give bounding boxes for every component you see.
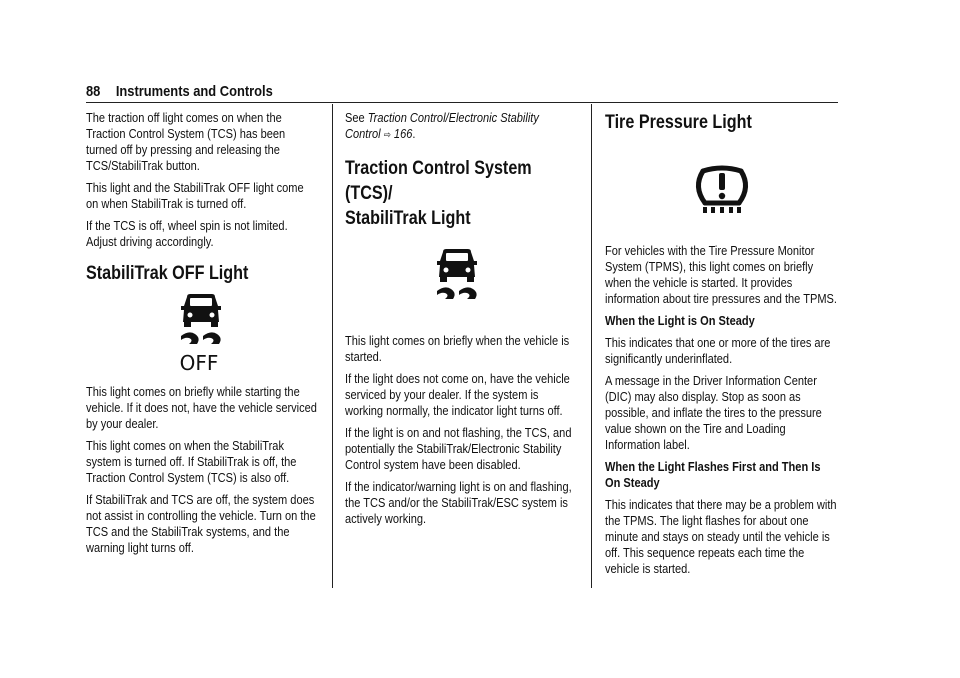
section-title: Instruments and Controls xyxy=(115,83,273,100)
stabilitrak-off-icon xyxy=(86,290,318,376)
column-3-text xyxy=(605,110,838,135)
page-ref-icon: ⇨ xyxy=(383,130,391,141)
subheading: When the Light Flashes First and Then Is On Steady xyxy=(605,459,821,490)
tcs-heading-line2: StabiliTrak Light xyxy=(345,208,471,229)
column-3-text-2 xyxy=(605,243,838,577)
off-label: OFF xyxy=(179,351,219,375)
paragraph: If StabiliTrak and TCS are off, the system does not assist in controlling the vehicle. Turn on the TCS and the StabiliTrak systems, and the warning light turns off. xyxy=(86,492,316,555)
paragraph: If the TCS is off, wheel spin is not limited. Adjust driving accordingly. xyxy=(86,218,288,249)
column-divider-1 xyxy=(332,104,333,588)
column-1-text xyxy=(86,110,319,286)
traction-control-icon xyxy=(345,245,575,323)
column-3 xyxy=(605,110,837,583)
column-2-text xyxy=(345,110,576,231)
paragraph: If the indicator/warning light is on and flashing, the TCS and/or the StabiliTrak/ESC system is actively working. xyxy=(345,479,572,526)
paragraph: This light comes on briefly while starting the vehicle. If it does not, have the vehicle serviced by your dealer. xyxy=(86,384,317,431)
paragraph: This light comes on briefly when the vehicle is started. xyxy=(345,333,570,364)
stabilitrak-off-heading: StabiliTrak OFF Light xyxy=(86,263,249,284)
paragraph: For vehicles with the Tire Pressure Monitor System (TPMS), this light comes on briefly when the vehicle is started. It provides information about tire pressures and the TPMS. xyxy=(605,243,837,306)
subheading: When the Light is On Steady xyxy=(605,313,755,328)
column-1-text-2 xyxy=(86,384,319,556)
paragraph: This indicates that one or more of the tires are significantly underinflated. xyxy=(605,335,831,366)
paragraph: This indicates that there may be a problem with the TPMS. The light flashes for about one minute and stays on steady until the vehicle is off. This sequence repeats each time the vehicle is started. xyxy=(605,497,837,576)
paragraph: A message in the Driver Information Center (DIC) may also display. Stop as soon as possible, and inflate the tires to the pressure value shown on the Tire and Loading Information label. xyxy=(605,373,822,452)
tire-pressure-icon xyxy=(605,159,837,229)
column-2 xyxy=(345,110,575,533)
see-reference: See Traction Control/Electronic Stability Control ⇨ 166. xyxy=(345,110,539,141)
paragraph: If the light does not come on, have the vehicle serviced by your dealer. If the system is working normally, the indicator light turns off. xyxy=(345,371,570,418)
reference-title: Traction Control/Electronic Stability Control xyxy=(345,110,539,141)
column-1 xyxy=(86,110,318,562)
paragraph: The traction off light comes on when the Traction Control System (TCS) has been turned off by pressing and releasing the TCS/StabiliTrak button. xyxy=(86,110,286,173)
column-divider-2 xyxy=(591,104,592,588)
page-header xyxy=(86,83,273,100)
paragraph: This light comes on when the StabiliTrak system is turned off. If StabiliTrak is off, the Traction Control System (TCS) is also off. xyxy=(86,438,297,485)
tcs-heading-line1: Traction Control System (TCS)/ xyxy=(345,158,532,204)
reference-page: 166 xyxy=(393,126,413,141)
paragraph: This light and the StabiliTrak OFF light come on when StabiliTrak is turned off. xyxy=(86,180,304,211)
see-prefix: See xyxy=(345,110,365,125)
paragraph: If the light is on and not flashing, the TCS, and potentially the StabiliTrak/Electronic Stability Control system have been disabled. xyxy=(345,425,572,472)
tcs-heading xyxy=(345,156,576,231)
column-2-text-2 xyxy=(345,333,576,527)
header-rule xyxy=(86,102,838,103)
tire-pressure-heading: Tire Pressure Light xyxy=(605,112,752,133)
page-number: 88 xyxy=(86,83,101,100)
